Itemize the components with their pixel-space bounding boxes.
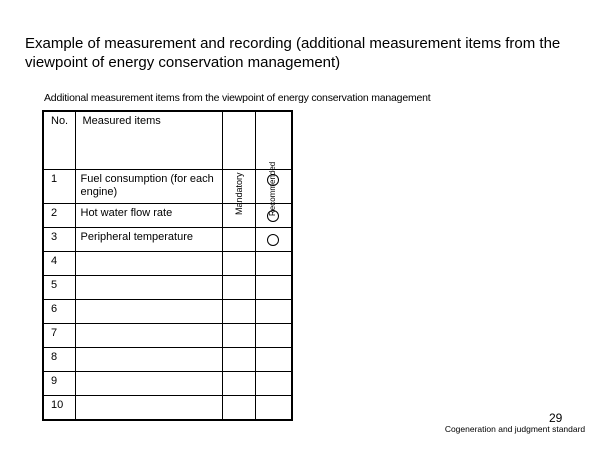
measured-item: Hot water flow rate [75,204,222,228]
page-number: 29 [549,411,563,425]
row-number: 4 [43,252,75,276]
measured-item [75,372,222,396]
measured-item: Peripheral temperature [75,228,222,252]
row-number: 1 [43,170,75,204]
header-recommended: Recommended [255,111,292,170]
mandatory-cell [222,252,255,276]
table-row [43,204,292,228]
recommended-cell [255,228,292,252]
recommended-cell [255,396,292,420]
mandatory-cell [222,348,255,372]
recommended-cell [255,276,292,300]
table-row [43,252,292,276]
mandatory-cell [222,396,255,420]
mandatory-cell [222,228,255,252]
row-number: 7 [43,324,75,348]
table-row [43,300,292,324]
table-row [43,348,292,372]
header-measured-items: Measured items [75,111,222,170]
recommended-cell [255,300,292,324]
row-number: 10 [43,396,75,420]
recommended-cell [255,372,292,396]
row-number: 2 [43,204,75,228]
table-row [43,324,292,348]
row-number: 9 [43,372,75,396]
table-caption: Additional measurement items from the viewpoint of energy conservation management [44,92,431,104]
table-row [43,396,292,420]
slide-title: Example of measurement and recording (additional measurement items from the viewpoint of energy conservation management) [25,35,561,71]
header-no: No. [43,111,75,170]
measured-item [75,348,222,372]
measured-item [75,324,222,348]
measured-item: Fuel consumption (for each engine) [75,170,222,204]
row-number: 3 [43,228,75,252]
table-row [43,170,292,204]
row-number: 5 [43,276,75,300]
measured-item [75,396,222,420]
table-header-row [43,111,292,170]
table-row [43,228,292,252]
measurement-table [42,110,293,421]
measured-item [75,300,222,324]
header-mandatory: Mandatory [222,111,255,170]
row-number: 8 [43,348,75,372]
measured-item [75,276,222,300]
mandatory-cell [222,276,255,300]
recommended-cell [255,252,292,276]
recommended-cell [255,348,292,372]
mandatory-cell [222,300,255,324]
footer-note: Cogeneration and judgment standard [444,424,586,434]
table-row [43,276,292,300]
measured-item [75,252,222,276]
mandatory-cell [222,372,255,396]
recommended-circle-icon [267,234,279,246]
mandatory-cell [222,324,255,348]
row-number: 6 [43,300,75,324]
recommended-cell [255,324,292,348]
table-row [43,372,292,396]
